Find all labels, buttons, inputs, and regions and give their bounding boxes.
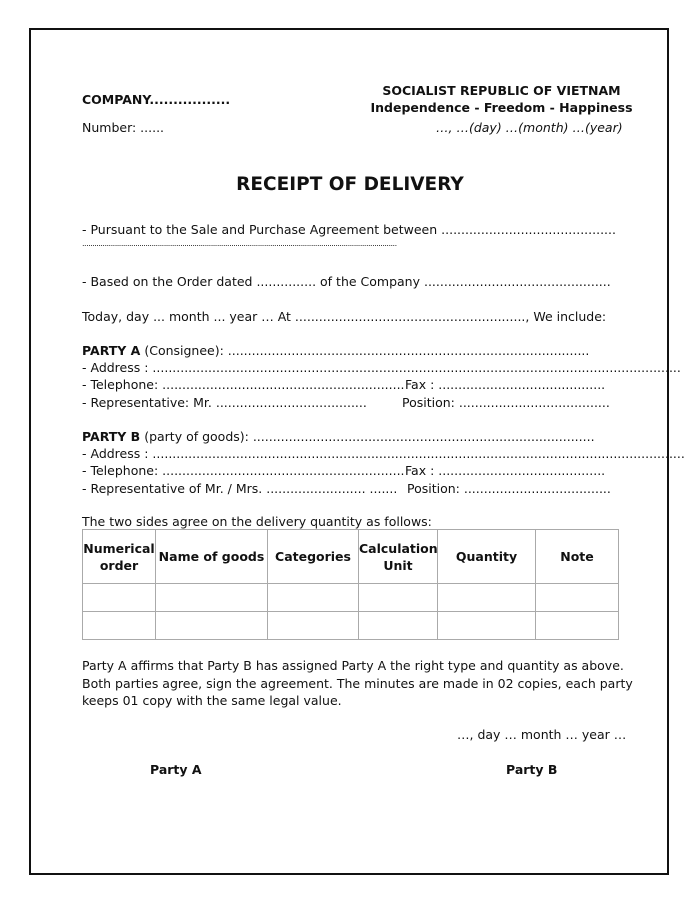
table-cell [359,612,438,640]
party-b-address: - Address : ...................................................................................................................................... [82,446,685,461]
table-cell [359,584,438,612]
party-a-heading: PARTY A [82,343,141,358]
party-a-fax: Fax : .......................................... [405,377,606,392]
table-cell [536,612,619,640]
table-caption: The two sides agree on the delivery quantity as follows: [82,514,432,529]
party-b-role: (party of goods): ...................................................................................... [140,429,595,444]
signature-party-b: Party B [506,762,558,777]
table-header-row [83,530,619,584]
pursuant-line: - Pursuant to the Sale and Purchase Agreement between ............................................ [82,222,616,237]
col-categories: Categories [268,530,359,584]
col-quantity: Quantity [438,530,536,584]
table-cell [438,612,536,640]
order-line: - Based on the Order dated ............... of the Company ............................................... [82,274,611,289]
table-cell [438,584,536,612]
table-row [83,584,619,612]
company-field: COMPANY................. [82,92,231,107]
delivery-table [82,529,619,640]
table-cell [83,584,156,612]
party-a-position: Position: ...................................... [402,395,610,410]
party-b-heading: PARTY B [82,429,141,444]
signature-party-a: Party A [150,762,202,777]
table-cell [268,584,359,612]
col-calculation-unit: Calculation Unit [359,530,438,584]
party-b-position: Position: ..................................... [407,481,611,496]
table-cell [536,584,619,612]
table-cell [268,612,359,640]
party-a-representative: - Representative: Mr. ...................................... [82,395,367,410]
col-note: Note [536,530,619,584]
document-number: Number: ...... [82,120,165,135]
country-name: SOCIALIST REPUBLIC OF VIETNAM [382,83,621,98]
party-b-fax: Fax : .......................................... [405,463,606,478]
national-motto: Independence - Freedom - Happiness [370,100,633,115]
table-cell [156,584,268,612]
today-line: Today, day ... month ... year … At .........................................................., We include: [82,309,607,324]
party-b-telephone: - Telephone: ............................................................. [82,463,405,478]
party-a-telephone: - Telephone: ............................................................. [82,377,405,392]
closing-line-3: keeps 01 copy with the same legal value. [82,693,342,708]
col-name-of-goods: Name of goods [156,530,268,584]
party-a-role: (Consignee): ........................................................................................... [140,343,590,358]
party-b-representative: - Representative of Mr. / Mrs. ......................... ....... [82,481,398,496]
party-b-heading-line [82,429,595,444]
party-a-heading-line [82,343,589,358]
party-a-address: - Address : ..................................................................................................................................... [82,360,681,375]
table-row [83,612,619,640]
col-numerical-order: Numerical order [83,530,156,584]
closing-date: …, day … month … year … [457,727,627,742]
closing-line-2: Both parties agree, sign the agreement. The minutes are made in 02 copies, each party [82,676,633,691]
table-cell [83,612,156,640]
header-date: …, …(day) …(month) …(year) [436,120,623,135]
closing-line-1: Party A affirms that Party B has assigned Party A the right type and quantity as above. [82,658,624,673]
pursuant-continuation-line: .......................................................................................................................................................... [82,239,397,248]
page-title: RECEIPT OF DELIVERY [236,174,464,195]
table-cell [156,612,268,640]
